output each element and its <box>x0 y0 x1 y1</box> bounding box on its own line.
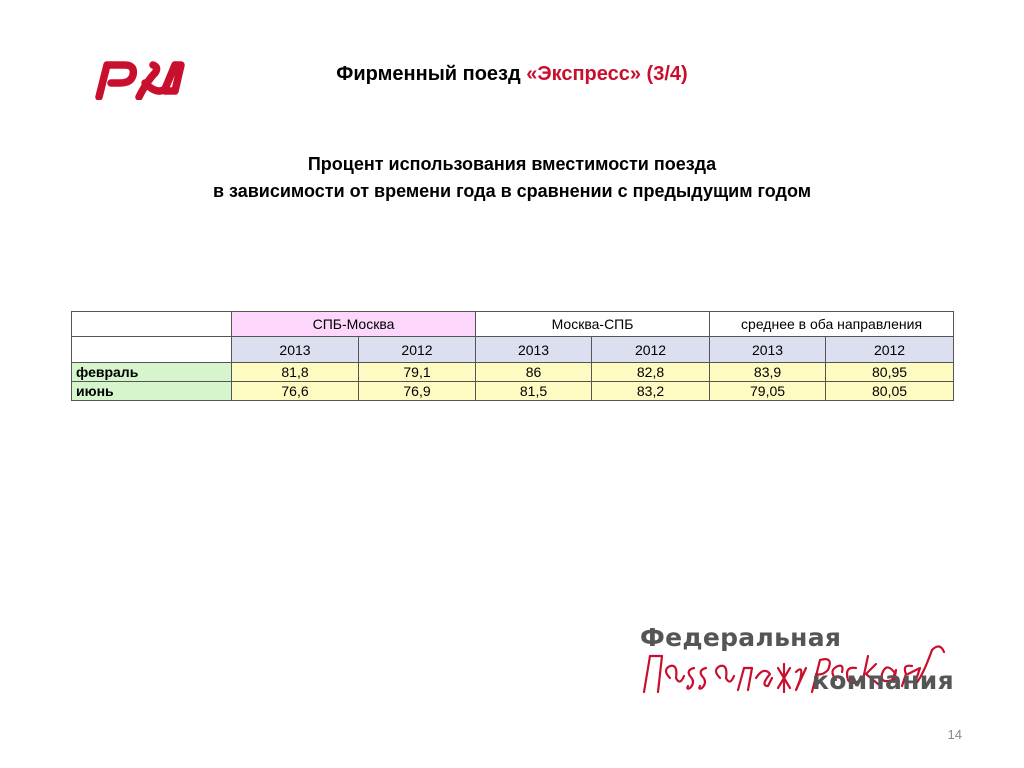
title-accent: «Экспресс» (3/4) <box>526 63 688 85</box>
table-cell: 76,6 <box>232 382 359 401</box>
fpk-logo-line-1: Федеральная <box>640 623 842 652</box>
page-subtitle <box>0 151 1024 205</box>
page-number: 14 <box>947 727 962 742</box>
capacity-table <box>71 311 954 401</box>
fpk-logo <box>640 620 960 705</box>
table-cell: 80,05 <box>826 382 954 401</box>
year-header: 2013 <box>710 337 826 363</box>
table-cell: 83,9 <box>710 363 826 382</box>
table-cell: 86 <box>476 363 592 382</box>
table-cell: 83,2 <box>592 382 710 401</box>
table-cell: 79,1 <box>359 363 476 382</box>
subtitle-line-2: в зависимости от времени года в сравнении с предыдущим годом <box>212 181 812 201</box>
group-header-spb-moscow: СПБ-Москва <box>232 312 476 337</box>
year-header: 2012 <box>592 337 710 363</box>
table-cell: 76,9 <box>359 382 476 401</box>
table-group-header-row <box>72 312 954 337</box>
table-cell: 81,5 <box>476 382 592 401</box>
row-label-february: февраль <box>72 363 232 382</box>
title-prefix: Фирменный поезд <box>336 63 527 85</box>
table-row <box>72 382 954 401</box>
year-header: 2013 <box>476 337 592 363</box>
group-header-moscow-spb: Москва-СПБ <box>476 312 710 337</box>
table-corner-cell <box>72 312 232 337</box>
table-year-header-row <box>72 337 954 363</box>
year-header: 2013 <box>232 337 359 363</box>
table-cell: 81,8 <box>232 363 359 382</box>
subtitle-line-1: Процент использования вместимости поезда <box>307 154 717 174</box>
row-label-june: июнь <box>72 382 232 401</box>
year-header: 2012 <box>359 337 476 363</box>
table-cell: 80,95 <box>826 363 954 382</box>
group-header-average: среднее в оба направления <box>710 312 954 337</box>
table-row <box>72 363 954 382</box>
page-title <box>0 63 1024 86</box>
table-corner-cell <box>72 337 232 363</box>
fpk-logo-line-2: компания <box>812 666 954 695</box>
year-header: 2012 <box>826 337 954 363</box>
table-cell: 79,05 <box>710 382 826 401</box>
table-cell: 82,8 <box>592 363 710 382</box>
